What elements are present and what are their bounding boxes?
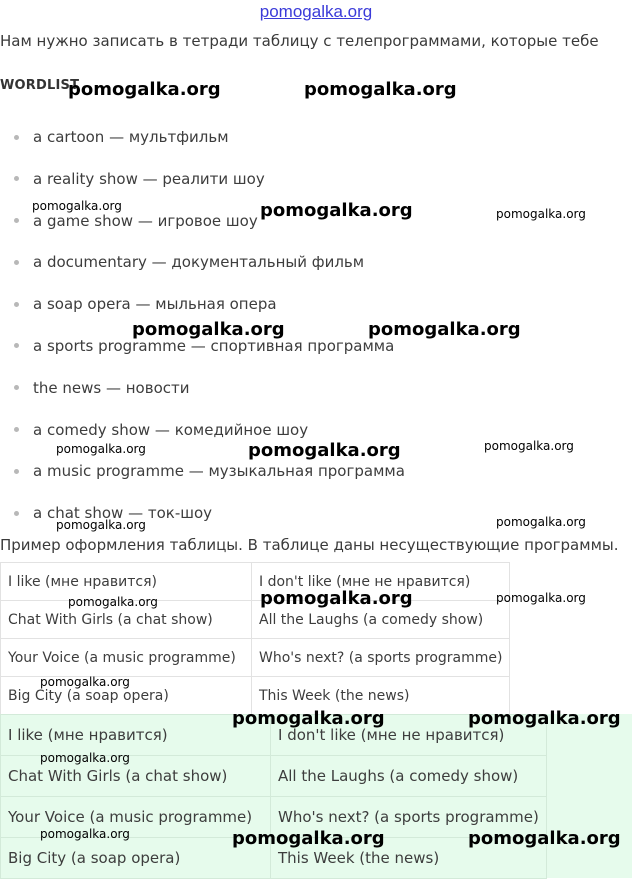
table-row bbox=[1, 639, 510, 677]
table-cell: I like (мне нравится) bbox=[1, 715, 271, 756]
list-item bbox=[14, 169, 405, 189]
table-cell: This Week (the news) bbox=[271, 838, 547, 879]
watermark: pomogalka.org bbox=[232, 708, 385, 729]
watermark: pomogalka.org bbox=[232, 828, 385, 849]
watermark: pomogalka.org bbox=[496, 207, 586, 221]
list-item bbox=[14, 294, 405, 314]
watermark: pomogalka.org bbox=[132, 319, 285, 340]
table-cell: I like (мне нравится) bbox=[1, 563, 252, 601]
wordlist-heading: WORDLIST bbox=[0, 78, 80, 93]
watermark: pomogalka.org bbox=[56, 518, 146, 532]
site-title-link[interactable]: pomogalka.org bbox=[259, 2, 373, 21]
list-item bbox=[14, 252, 405, 272]
watermark: pomogalka.org bbox=[40, 675, 130, 689]
wordlist-entry: a game show — игровое шоу bbox=[33, 211, 258, 230]
table-cell: I don't like (мне не нравится) bbox=[271, 715, 547, 756]
wordlist-entry: a documentary — документальный фильм bbox=[33, 253, 365, 272]
bullet-icon bbox=[14, 176, 19, 181]
watermark: pomogalka.org bbox=[304, 79, 457, 100]
bullet-icon bbox=[14, 385, 19, 390]
intro-text: Нам нужно записать в тетради таблицу с телепрограммами, которые тебе bbox=[0, 32, 599, 50]
bullet-icon bbox=[14, 135, 19, 140]
wordlist-entry: the news — новости bbox=[33, 378, 190, 397]
table-cell: Who's next? (a sports programme) bbox=[271, 797, 547, 838]
bullet-icon bbox=[14, 302, 19, 307]
table-cell: Big City (a soap opera) bbox=[1, 677, 252, 715]
watermark: pomogalka.org bbox=[68, 79, 221, 100]
table-cell: All the Laughs (a comedy show) bbox=[252, 601, 510, 639]
table-cell: Chat With Girls (a chat show) bbox=[1, 601, 252, 639]
watermark: pomogalka.org bbox=[56, 442, 146, 456]
list-item bbox=[14, 378, 405, 398]
wordlist-entry: a reality show — реалити шоу bbox=[33, 169, 265, 188]
bullet-icon bbox=[14, 260, 19, 265]
highlighted-table bbox=[0, 714, 547, 879]
table-cell: I don't like (мне не нравится) bbox=[252, 563, 510, 601]
wordlist-entry: a chat show — ток-шоу bbox=[33, 504, 213, 523]
table-cell: Chat With Girls (a chat show) bbox=[1, 756, 271, 797]
wordlist-entry: a cartoon — мультфильм bbox=[33, 128, 229, 146]
table-cell: All the Laughs (a comedy show) bbox=[271, 756, 547, 797]
watermark: pomogalka.org bbox=[40, 827, 130, 841]
watermark: pomogalka.org bbox=[496, 591, 586, 605]
bullet-icon bbox=[14, 218, 19, 223]
table-cell: Your Voice (a music programme) bbox=[1, 797, 271, 838]
watermark: pomogalka.org bbox=[248, 440, 401, 461]
wordlist-entry: a soap opera — мыльная опера bbox=[33, 295, 277, 314]
table-cell: Your Voice (a music programme) bbox=[1, 639, 252, 677]
table-cell: Big City (a soap opera) bbox=[1, 838, 271, 879]
list-item bbox=[14, 461, 405, 481]
watermark: pomogalka.org bbox=[32, 199, 122, 213]
watermark: pomogalka.org bbox=[260, 200, 413, 221]
table-cell: Who's next? (a sports programme) bbox=[252, 639, 510, 677]
watermark: pomogalka.org bbox=[468, 708, 621, 729]
table-caption: Пример оформления таблицы. В таблице даны несуществующие программы. bbox=[0, 536, 619, 554]
list-item bbox=[14, 420, 405, 440]
bullet-icon bbox=[14, 343, 19, 348]
watermark: pomogalka.org bbox=[260, 588, 413, 609]
wordlist-entry: a music programme — музыкальная программа bbox=[33, 462, 405, 481]
watermark: pomogalka.org bbox=[68, 595, 158, 609]
table-cell: This Week (the news) bbox=[252, 677, 510, 715]
watermark: pomogalka.org bbox=[484, 439, 574, 453]
bullet-icon bbox=[14, 511, 19, 516]
wordlist-entry: a comedy show — комедийное шоу bbox=[33, 420, 309, 439]
list-item bbox=[14, 127, 405, 147]
bullet-icon bbox=[14, 427, 19, 432]
watermark: pomogalka.org bbox=[368, 319, 521, 340]
watermark: pomogalka.org bbox=[496, 515, 586, 529]
watermark: pomogalka.org bbox=[468, 828, 621, 849]
wordlist-entry: a sports programme — спортивная программа bbox=[33, 336, 395, 355]
example-table bbox=[0, 562, 510, 715]
bullet-icon bbox=[14, 469, 19, 474]
watermark: pomogalka.org bbox=[40, 751, 130, 765]
